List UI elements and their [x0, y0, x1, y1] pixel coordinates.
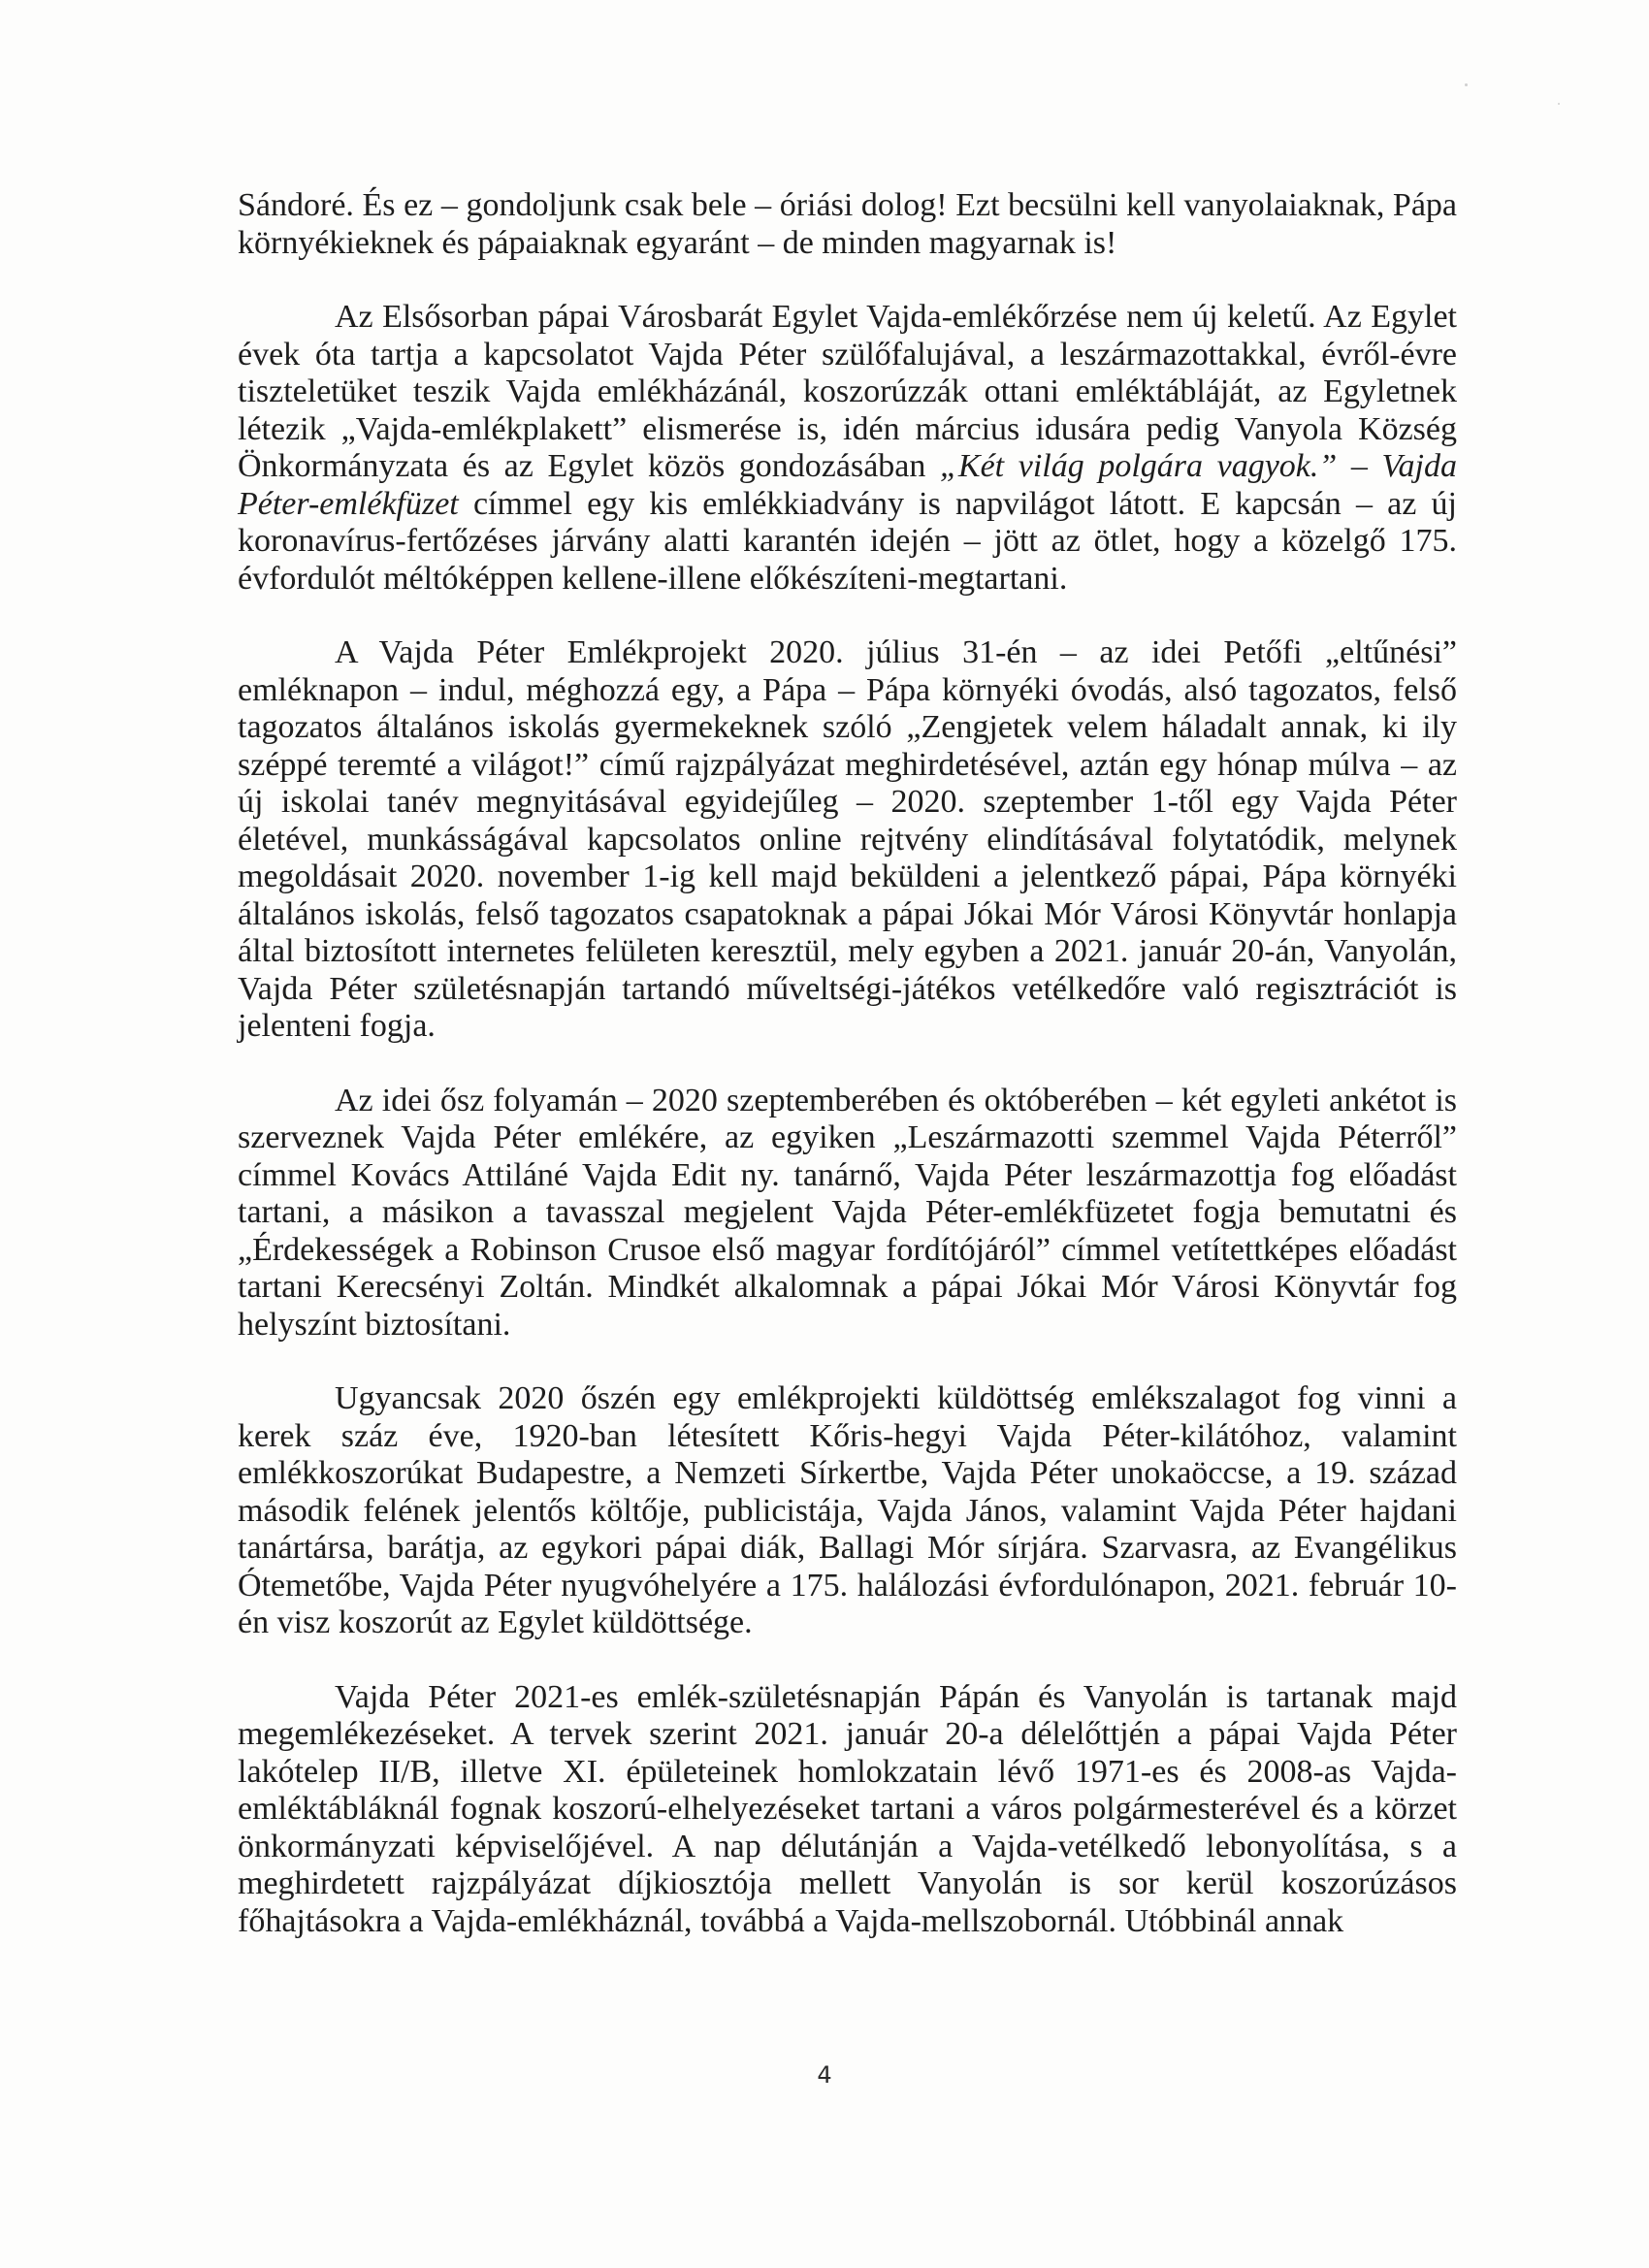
paragraph-2-text-after: címmel egy kis emlékkiadvány is napvilágot látott. E kapcsán – az új koronavírus-fertőzéses járvány alatti karantén idején – jött az ötlet, hogy a közelgő 175. évfordulót méltóképpen kellene-illene előkészíteni-megtartani.: [238, 485, 1457, 597]
paragraph-5: Ugyancsak 2020 őszén egy emlékprojekti küldöttség emlékszalagot fog vinni a kerek száz éve, 1920-ban létesített Kőris-hegyi Vajda Péter-kilátóhoz, valamint emlékkoszorúkat Budapestre, a Nemzeti Sírkertbe, Vajda Péter unokaöccse, a 19. század második felének jelentős költője, publicistája, Vajda János, valamint Vajda Péter hajdani tanártársa, barátja, az egykori pápai diák, Ballagi Mór sírjára. Szarvasra, az Evangélikus Ótemetőbe, Vajda Péter nyugvóhelyére a 175. halálozási évfordulónapon, 2021. február 10-én visz koszorút az Egylet küldöttsége.: [238, 1380, 1457, 1640]
paragraph-6: Vajda Péter 2021-es emlék-születésnapján Pápán és Vanyolán is tartanak majd megemlékezéseket. A tervek szerint 2021. január 20-a délelőttjén a pápai Vajda Péter lakótelep II/B, illetve XI. épületeinek homlokzatain lévő 1971-es és 2008-as Vajda-emléktábláknál fognak koszorú-elhelyezéseket tartani a város polgármesterével és a körzet önkormányzati képviselőjével. A nap délutánján a Vajda-vetélkedő lebonyolítása, s a meghirdetett rajzpályázat díjkiosztója mellett Vanyolán is sor kerül koszorúzásos főhajtásokra a Vajda-emlékháznál, továbbá a Vajda-mellszobornál. Utóbbinál annak: [238, 1678, 1457, 1939]
scan-speck: [1558, 103, 1560, 105]
paragraph-4: Az idei ősz folyamán – 2020 szeptemberében és októberében – két egyleti ankétot is szerveznek Vajda Péter emlékére, az egyiken „Leszármazotti szemmel Vajda Péterről” címmel Kovács Attiláné Vajda Edit ny. tanárnő, Vajda Péter leszármazottja fog előadást tartani, a másikon a tavasszal megjelent Vajda Péter-emlékfüzetet fogja bemutatni és „Érdekességek a Robinson Crusoe első magyar fordítójáról” címmel vetítettképes előadást tartani Kerecsényi Zoltán. Mindkét alkalomnak a pápai Jókai Mór Városi Könyvtár fog helyszínt biztosítani.: [238, 1082, 1457, 1343]
page-number: 4: [817, 2061, 832, 2089]
paragraph-1: Sándoré. És ez – gondoljunk csak bele – óriási dolog! Ezt becsülni kell vanyolaiaknak, Pápa környékieknek és pápaiaknak egyaránt – de minden magyarnak is!: [238, 187, 1457, 261]
paragraph-2: [238, 299, 1457, 598]
paragraph-3: A Vajda Péter Emlékprojekt 2020. július 31-én – az idei Petőfi „eltűnési” emléknapon – indul, méghozzá egy, a Pápa – Pápa környéki óvodás, alsó tagozatos, felső tagozatos általános iskolás gyermekeknek szóló „Zengjetek velem háladalt annak, ki ily széppé teremté a világot!” című rajzpályázat meghirdetésével, aztán egy hónap múlva – az új iskolai tanév megnyitásával egyidejűleg – 2020. szeptember 1-től egy Vajda Péter életével, munkásságával kapcsolatos online rejtvény elindításával folytatódik, melynek megoldásait 2020. november 1-ig kell majd beküldeni a jelentkező pápai, Pápa környéki általános iskolás, felső tagozatos csapatoknak a pápai Jókai Mór Városi Könyvtár honlapja által biztosított internetes felületen keresztül, mely egyben a 2021. január 20-án, Vanyolán, Vajda Péter születésnapján tartandó műveltségi-játékos vetélkedőre való regisztrációt is jelenteni fogja.: [238, 634, 1457, 1044]
publication-title: „Két világ polgára vagyok.” – Vajda Péter-emlékfüzet: [238, 448, 1457, 522]
scan-speck: [1465, 83, 1468, 86]
paragraph-2-text-before: Az Elsősorban pápai Városbarát Egylet Vajda-emlékőrzése nem új keletű. Az Egylet évek óta tartja a kapcsolatot Vajda Péter szülőfalujával, a leszármazottakkal, évről-évre tiszteletüket teszik Vajda emlékházánál, koszorúzzák ottani emléktábláját, az Egyletnek létezik „Vajda-emlékplakett” elismerése is, idén március idusára pedig Vanyola Község Önkormányzata és az Egylet közös gondozásában: [238, 299, 1457, 484]
body-text: [238, 187, 1457, 1940]
